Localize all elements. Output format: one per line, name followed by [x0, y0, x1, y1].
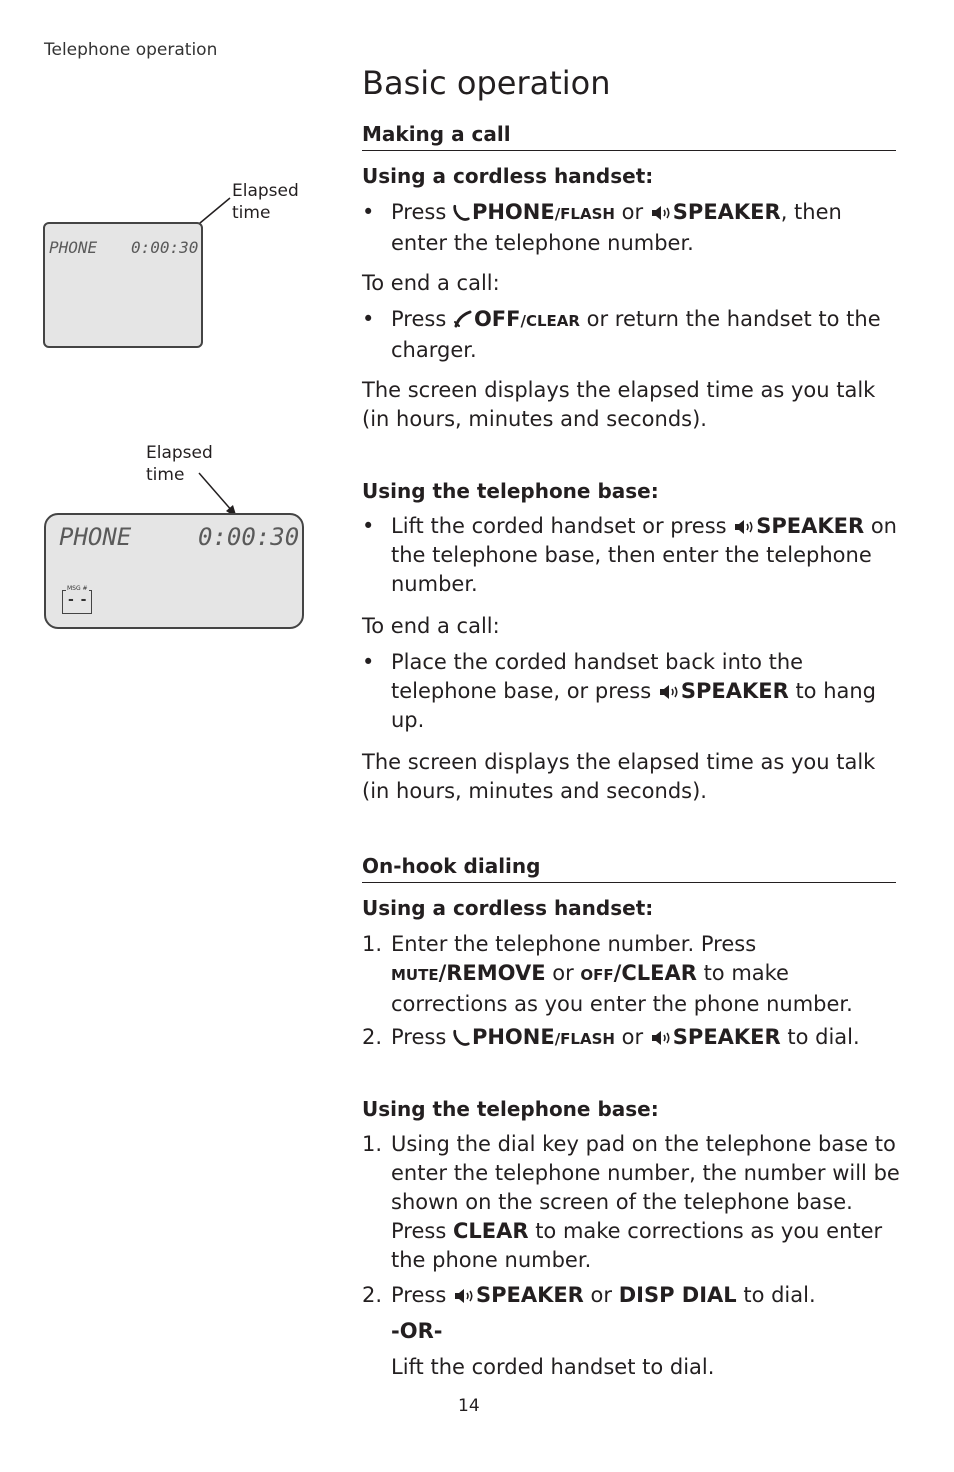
end-call-label: To end a call: [362, 271, 500, 295]
speaker-icon [650, 1030, 672, 1046]
elapsed-time-text: 0:00:30 [131, 238, 199, 257]
base-screen [44, 513, 304, 629]
page-title: Basic operation [362, 64, 611, 102]
speaker-icon [453, 1288, 475, 1304]
elapsed-note: The screen displays the elapsed time as you talk (in hours, minutes and seconds). [362, 750, 876, 803]
screen-mode-text: PHONE [59, 523, 132, 551]
elapsed-note: The screen displays the elapsed time as you talk (in hours, minutes and seconds). [362, 378, 876, 431]
handset-screen [43, 222, 203, 348]
list-item: • Press PHONE/FLASH or SPEAKER, then enter the telephone number. [362, 200, 842, 255]
screen-mode-text: PHONE [49, 238, 98, 257]
end-call-label: To end a call: [362, 614, 500, 638]
section-label: Telephone operation [44, 40, 218, 60]
message-count-label: MSG # [67, 585, 88, 592]
elapsed-caption: Elapsed time [146, 443, 213, 485]
page-number: 14 [458, 1396, 480, 1416]
message-count-value: - - [68, 592, 88, 608]
speaker-icon [658, 684, 680, 700]
speaker-icon [650, 205, 672, 221]
base-subheading: Using the telephone base: [362, 1097, 659, 1121]
making-call-heading: Making a call [362, 122, 896, 151]
list-item: • Press OFF/CLEAR or return the handset to the charger. [362, 307, 881, 362]
speaker-icon [733, 519, 755, 535]
base-subheading: Using the telephone base: [362, 479, 659, 503]
elapsed-caption: Elapsed time [232, 181, 299, 223]
list-item: 1. Enter the telephone number. Press MUTE/REMOVE or OFF/CLEAR to make corrections as you enter the phone number. [362, 932, 853, 1016]
list-item: • Lift the corded handset or press SPEAKER on the telephone base, then enter the telephone number. [362, 514, 897, 596]
phone-icon [453, 204, 471, 221]
handset-subheading: Using a cordless handset: [362, 896, 654, 920]
list-item: 2. Press PHONE/FLASH or SPEAKER to dial. [362, 1025, 860, 1049]
or-divider: -OR- [391, 1319, 443, 1343]
list-item: 2. Press SPEAKER or DISP DIAL to dial. [362, 1283, 816, 1307]
handset-subheading: Using a cordless handset: [362, 164, 654, 188]
onhook-heading: On-hook dialing [362, 854, 896, 883]
elapsed-time-text: 0:00:30 [198, 523, 300, 551]
list-item: 1. Using the dial key pad on the telephone base to enter the telephone number, the number will be shown on the screen of the telephone base. Press CLEAR to make corrections as you enter the phone number. [362, 1132, 900, 1272]
list-item: • Place the corded handset back into the telephone base, or press SPEAKER to hang up. [362, 650, 877, 732]
off-icon [453, 310, 473, 328]
phone-icon [453, 1029, 471, 1046]
alt-instruction: Lift the corded handset to dial. [391, 1355, 715, 1379]
